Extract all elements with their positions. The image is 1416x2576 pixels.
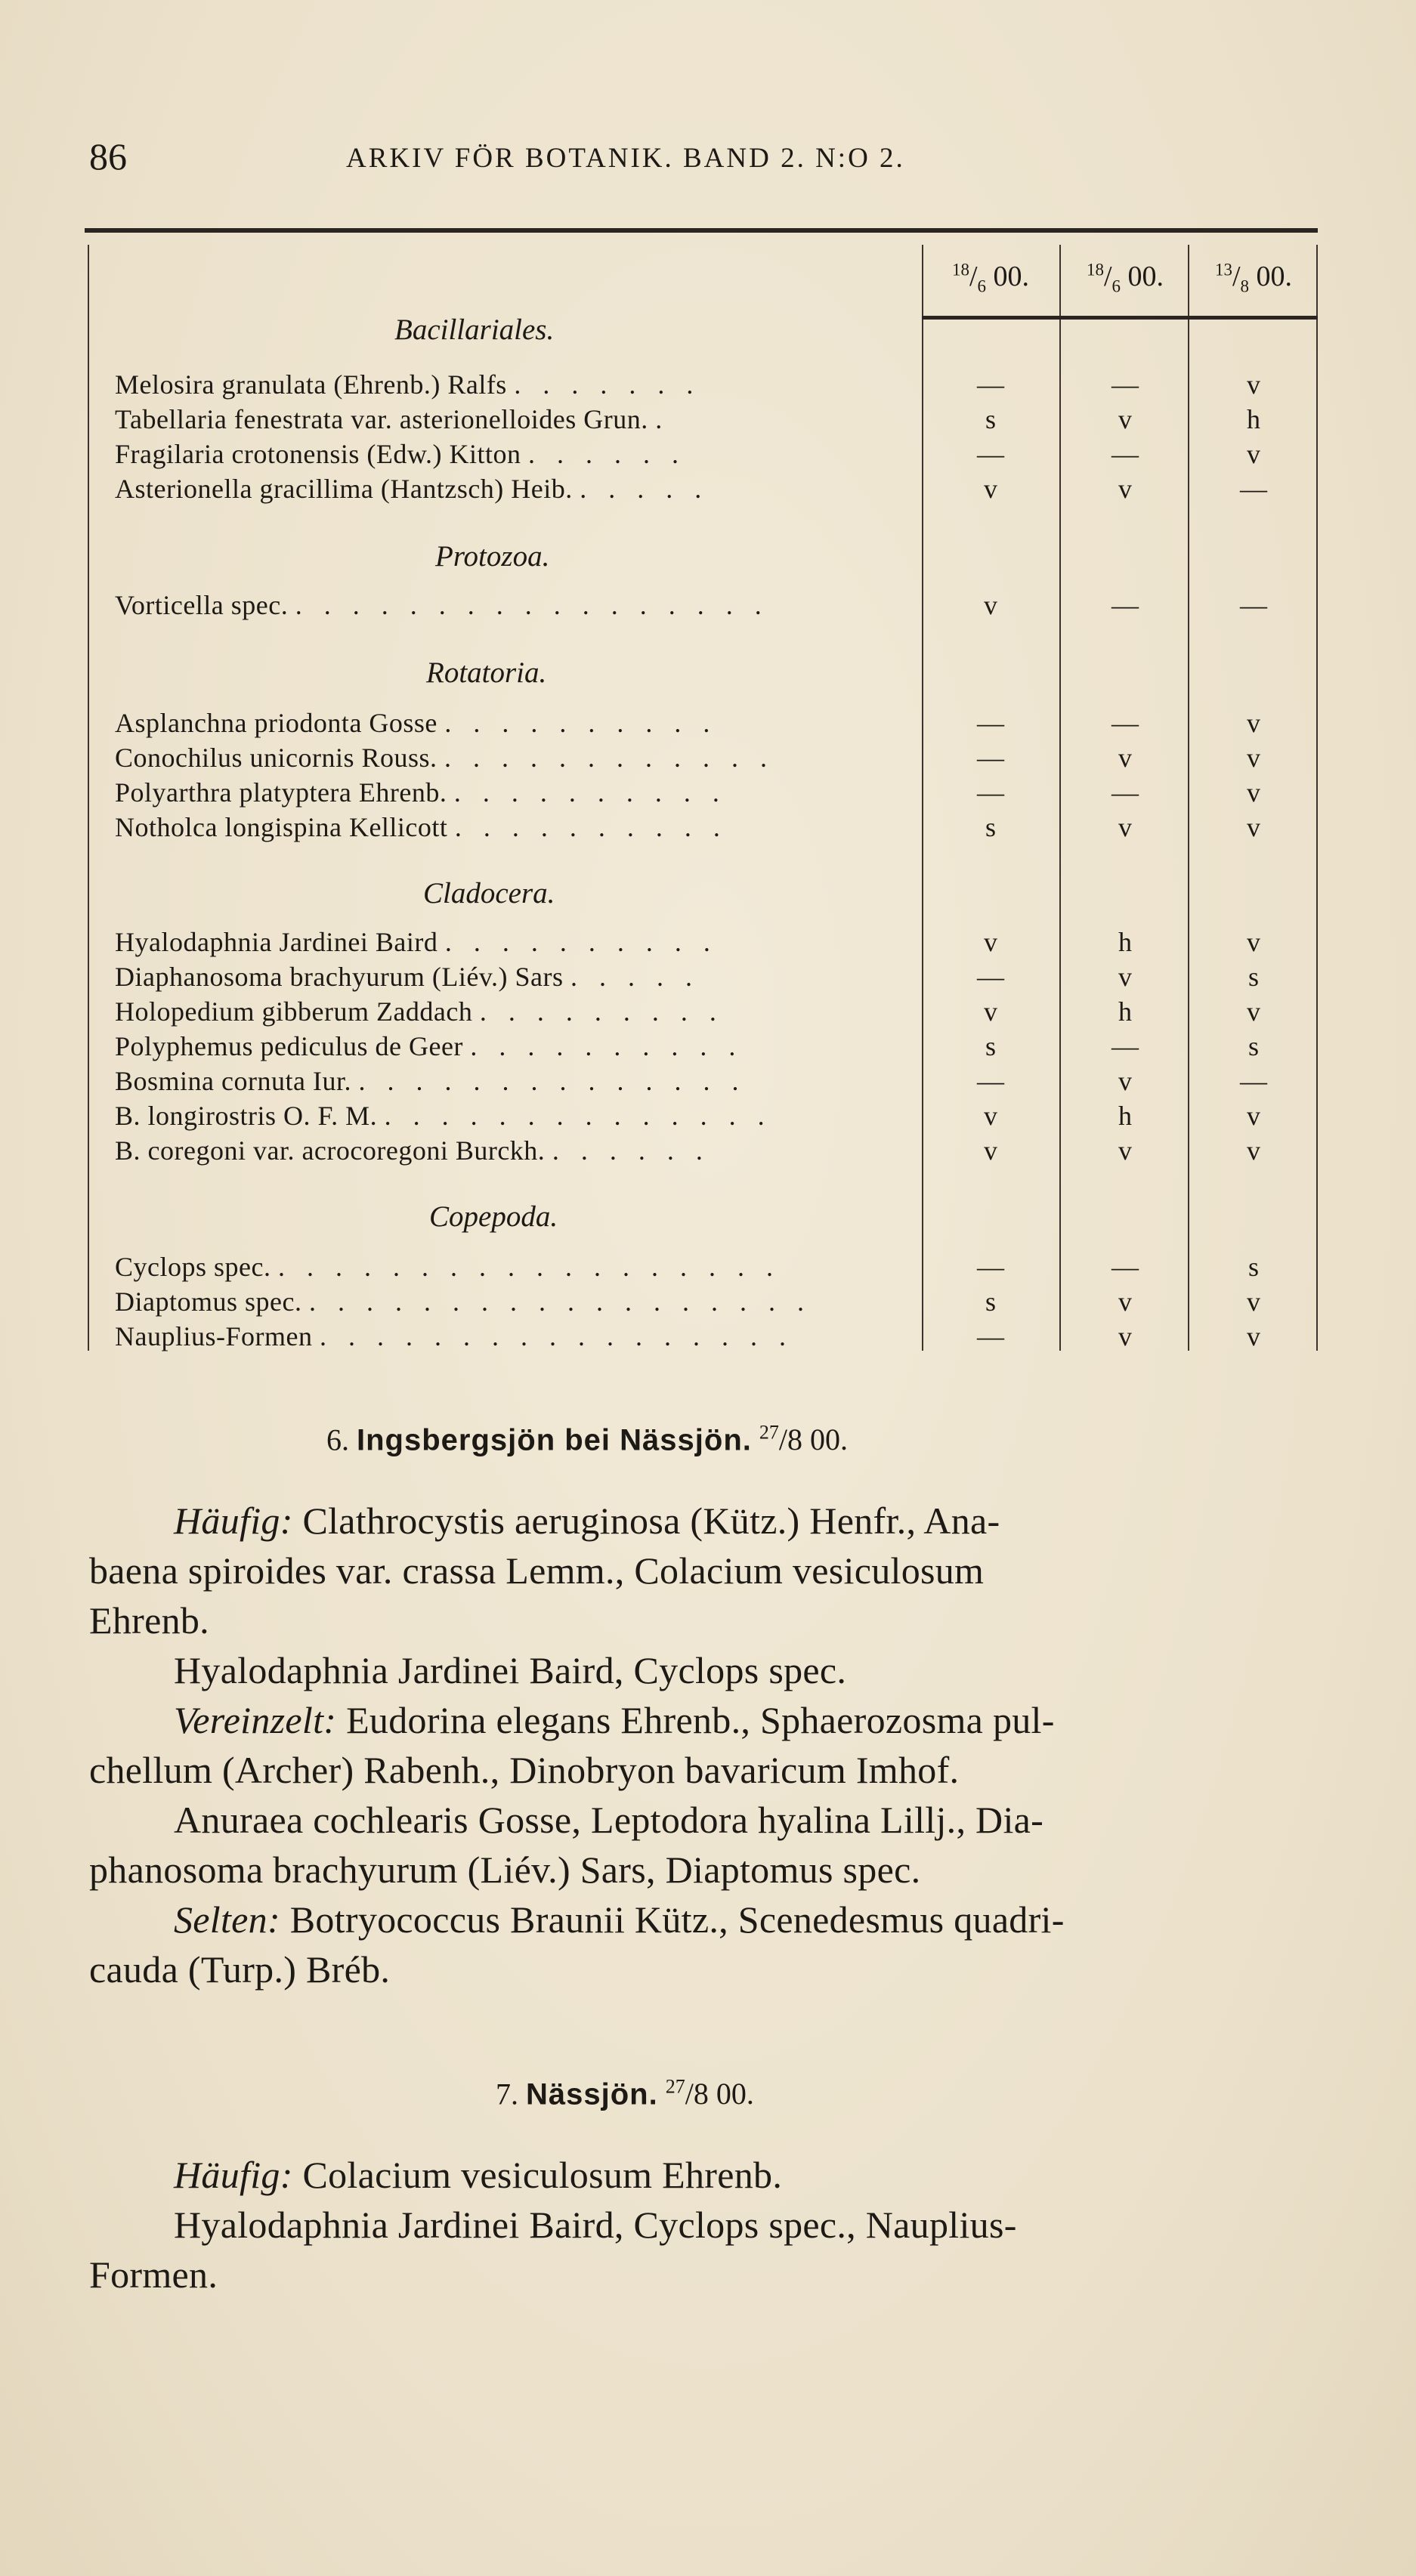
cell-value: v <box>1247 708 1260 738</box>
cell-value: — <box>1111 1031 1139 1061</box>
table-row: Fragilaria crotonensis (Edw.) Kitton . . . . . . — — v <box>85 438 1318 471</box>
cell-value: — <box>1240 474 1267 504</box>
cell-value: — <box>1111 590 1139 620</box>
cell-value: v <box>984 590 997 620</box>
cell-value: s <box>985 812 996 842</box>
cell-value: v <box>1247 439 1260 469</box>
cell-value: — <box>977 439 1004 469</box>
cell-value: v <box>1118 812 1132 842</box>
paragraph-zooplankton: Hyalodaphnia Jardinei Baird, Cyclops spec. <box>174 1649 847 1691</box>
section-number: 6. <box>326 1422 349 1457</box>
cell-value: v <box>1247 1135 1260 1166</box>
cell-value: v <box>1118 404 1132 434</box>
cell-value: — <box>977 708 1004 738</box>
column-header-rule <box>922 316 1318 320</box>
paragraph-lead: Selten: <box>174 1898 280 1941</box>
table-row: Conochilus unicornis Rouss. . . . . . . . . . . . . — v v <box>85 742 1318 775</box>
section-number: 7. <box>496 2077 518 2111</box>
cell-value: v <box>1118 743 1132 773</box>
cell-value: s <box>1248 962 1259 992</box>
column-header-date-2: $^{18}/_6$ 00. <box>1086 260 1164 296</box>
cell-value: — <box>977 962 1004 992</box>
cell-value: — <box>1240 1066 1267 1096</box>
cell-value: v <box>1118 1321 1132 1351</box>
cell-value: s <box>985 1031 996 1061</box>
table-row: Polyphemus pediculus de Geer . . . . . . . . . . s — s <box>85 1030 1318 1064</box>
cell-value: — <box>977 1066 1004 1096</box>
table-row: B. coregoni var. acrocoregoni Burckh. . . . . . . v v v <box>85 1135 1318 1168</box>
cell-value: — <box>977 369 1004 400</box>
paragraph-haeufig: Häufig: Clathrocystis aeruginosa (Kütz.) Henfr., Ana- baena spiroides var. crassa Lemm., Colacium vesiculosum Ehrenb. <box>89 1500 1000 1642</box>
table-row: Vorticella spec. . . . . . . . . . . . . . . . . . v — — <box>85 589 1318 622</box>
column-header-date-3: $^{13}/_8$ 00. <box>1214 260 1293 296</box>
section-date: $^{27}$/8 00. <box>759 1422 848 1457</box>
cell-value: — <box>1240 590 1267 620</box>
paragraph-haeufig-7: Häufig: Colacium vesiculosum Ehrenb. <box>174 2154 783 2196</box>
cell-value: s <box>985 1286 996 1317</box>
paragraph-lead: Vereinzelt: <box>174 1699 337 1741</box>
table-row: Diaptomus spec. . . . . . . . . . . . . . . . . . . s v v <box>85 1286 1318 1319</box>
paragraph-vereinzelt: Vereinzelt: Eudorina elegans Ehrenb., Sphaerozosma pul- chellum (Archer) Rabenh., Dinobryon bavaricum Imhof. <box>89 1699 1055 1791</box>
cell-value: v <box>1247 777 1260 808</box>
cell-value: v <box>1247 1101 1260 1131</box>
cell-value: v <box>1247 812 1260 842</box>
cell-value: — <box>1111 1252 1139 1282</box>
cell-value: s <box>1248 1252 1259 1282</box>
cell-value: v <box>984 927 997 957</box>
paragraph-lead: Häufig: <box>174 1500 293 1542</box>
cell-value: v <box>1247 1321 1260 1351</box>
section-place: Ingsbergsjön bei Nässjön. <box>357 1423 752 1457</box>
cell-value: h <box>1118 996 1132 1027</box>
cell-value: h <box>1247 404 1260 434</box>
group-label-copepoda: Copepoda. <box>429 1200 558 1233</box>
paragraph-selten: Selten: Botryococcus Braunii Kütz., Scenedesmus quadri- cauda (Turp.) Bréb. <box>89 1898 1065 1991</box>
journal-title: ARKIV FÖR BOTANIK. BAND 2. N:O 2. <box>346 143 905 174</box>
section-date: $^{27}$/8 00. <box>665 2076 754 2111</box>
table-row: Asterionella gracillima (Hantzsch) Heib. . . . . . v v — <box>85 473 1318 506</box>
table-row: Tabellaria fenestrata var. asterionelloides Grun. . s v h <box>85 403 1318 437</box>
group-label-rotatoria: Rotatoria. <box>426 656 547 689</box>
cell-value: h <box>1118 1101 1132 1131</box>
page-number: 86 <box>89 135 127 178</box>
cell-value: v <box>1118 1066 1132 1096</box>
section-place: Nässjön. <box>526 2077 658 2111</box>
table-row: Holopedium gibberum Zaddach . . . . . . . . . v h v <box>85 996 1318 1029</box>
cell-value: v <box>1118 1286 1132 1317</box>
cell-value: v <box>1118 474 1132 504</box>
cell-value: v <box>1247 369 1260 400</box>
cell-value: — <box>977 743 1004 773</box>
cell-value: — <box>1111 439 1139 469</box>
group-label-protozoa: Protozoa. <box>435 540 550 573</box>
cell-value: — <box>1111 777 1139 808</box>
cell-value: s <box>1248 1031 1259 1061</box>
cell-value: — <box>1111 708 1139 738</box>
cell-value: — <box>977 1321 1004 1351</box>
paragraph-lead: Häufig: <box>174 2154 293 2196</box>
cell-value: v <box>1118 962 1132 992</box>
table-row: Asplanchna priodonta Gosse . . . . . . . . . . — — v <box>85 707 1318 740</box>
cell-value: v <box>984 1101 997 1131</box>
cell-value: s <box>985 404 996 434</box>
cell-value: v <box>1247 1286 1260 1317</box>
cell-value: v <box>1118 1135 1132 1166</box>
table-row: Cyclops spec. . . . . . . . . . . . . . . . . . . — — s <box>85 1251 1318 1284</box>
table-top-rule <box>85 228 1318 233</box>
cell-value: — <box>977 1252 1004 1282</box>
cell-value: h <box>1118 927 1132 957</box>
cell-value: v <box>1247 743 1260 773</box>
table-row: B. longirostris O. F. M. . . . . . . . . . . . . . . v h v <box>85 1100 1318 1133</box>
table-row: Hyalodaphnia Jardinei Baird . . . . . . . . . . v h v <box>85 926 1318 959</box>
cell-value: — <box>977 777 1004 808</box>
table-row: Melosira granulata (Ehrenb.) Ralfs . . . . . . . — — v <box>85 369 1318 402</box>
paragraph-zooplankton-7: Hyalodaphnia Jardinei Baird, Cyclops spec., Nauplius- Formen. <box>89 2204 1017 2296</box>
cell-value: v <box>1247 996 1260 1027</box>
running-header <box>89 134 1313 180</box>
cell-value: v <box>984 996 997 1027</box>
observation-table <box>85 228 1318 1354</box>
paragraph-vereinzelt-zoo: Anuraea cochlearis Gosse, Leptodora hyalina Lillj., Dia- phanosoma brachyurum (Liév.) Sars, Diaptomus spec. <box>89 1799 1044 1891</box>
table-row: Polyarthra platyptera Ehrenb. . . . . . . . . . . — — v <box>85 777 1318 810</box>
section-heading-6 <box>326 1422 848 1457</box>
group-label-cladocera: Cladocera. <box>423 877 555 910</box>
cell-value: v <box>984 1135 997 1166</box>
table-row: Bosmina cornuta Iur. . . . . . . . . . . . . . . — v — <box>85 1065 1318 1098</box>
cell-value: v <box>1247 927 1260 957</box>
group-label-bacillariales: Bacillariales. <box>394 314 555 346</box>
table-row: Diaphanosoma brachyurum (Liév.) Sars . . . . . — v s <box>85 961 1318 994</box>
cell-value: — <box>1111 369 1139 400</box>
table-row: Nauplius-Formen . . . . . . . . . . . . . . . . . — v v <box>85 1320 1318 1354</box>
table-row: Notholca longispina Kellicott . . . . . . . . . . s v v <box>85 811 1318 845</box>
column-header-date-1: $^{18}/_6$ 00. <box>951 260 1030 296</box>
section-heading-7 <box>496 2076 754 2111</box>
cell-value: v <box>984 474 997 504</box>
